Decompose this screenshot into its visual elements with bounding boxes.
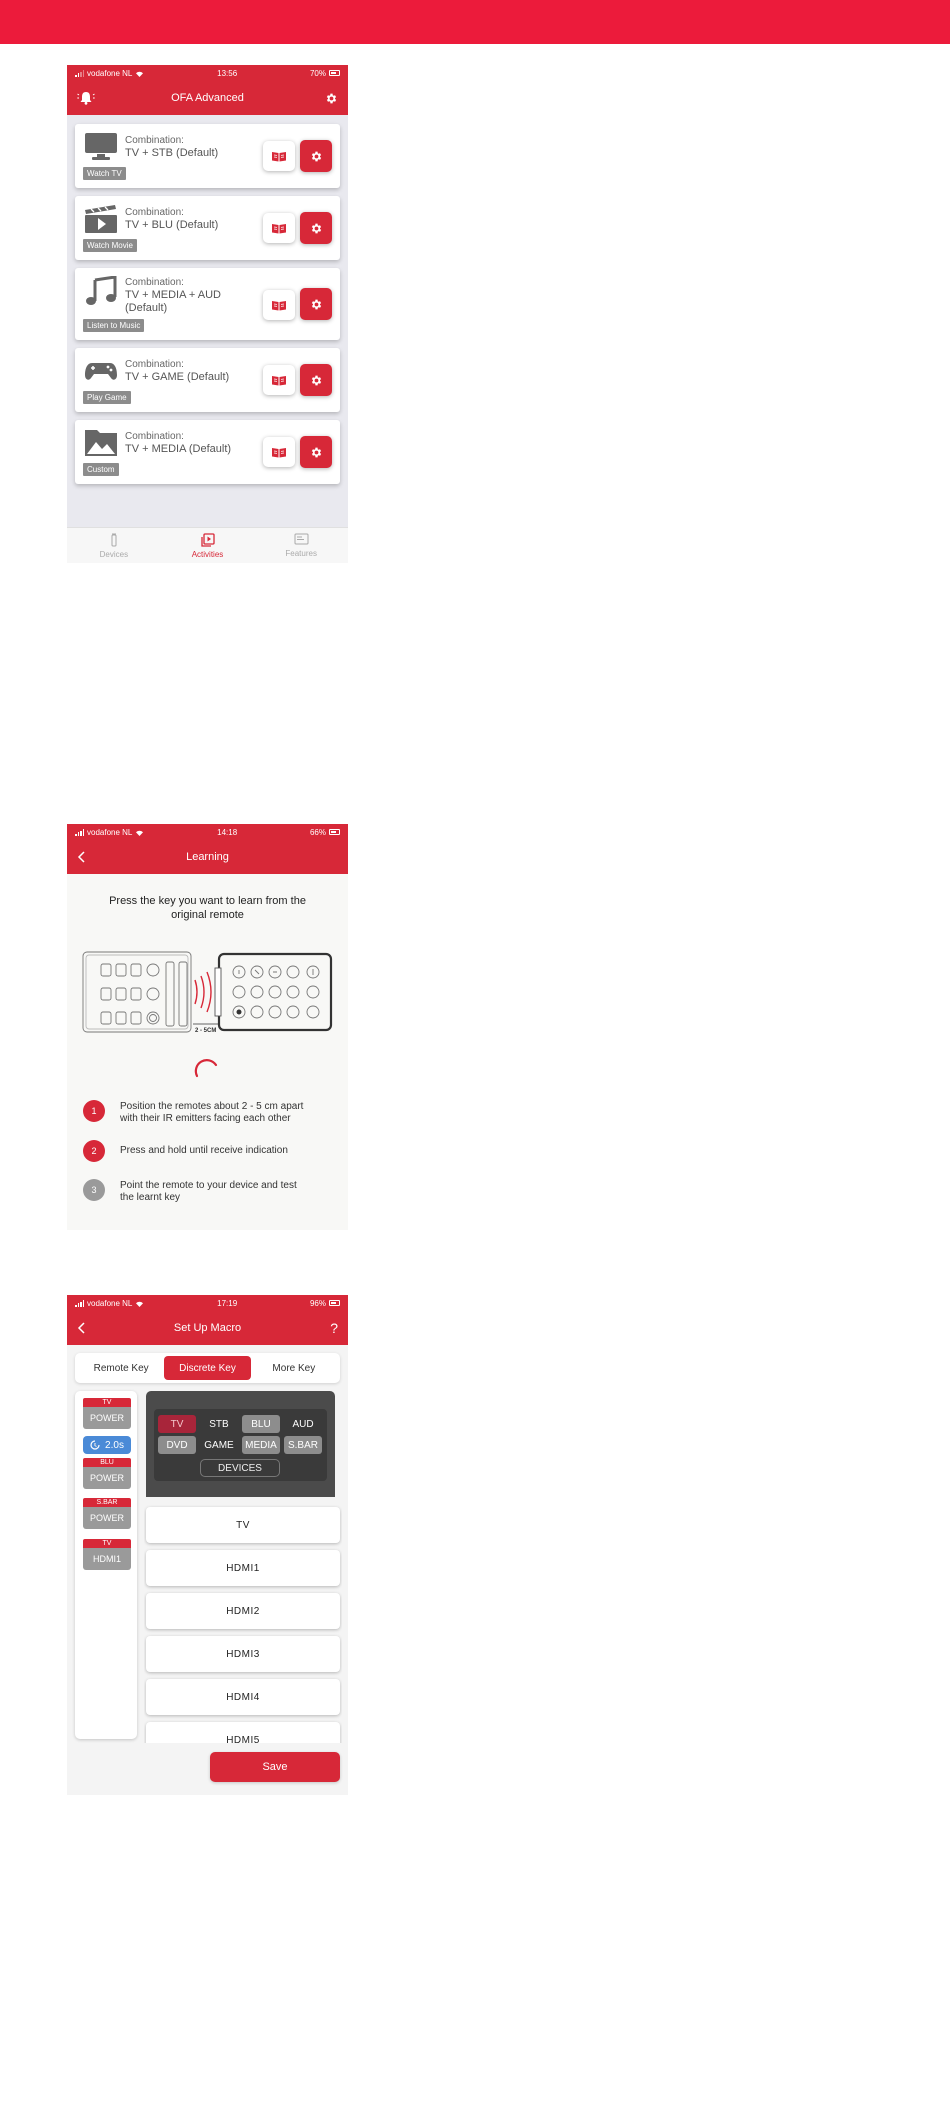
book-icon <box>271 300 287 311</box>
tv-icon <box>84 132 118 162</box>
key-option[interactable]: HDMI1 <box>146 1550 340 1586</box>
gamepad-icon <box>84 356 118 386</box>
step-line: Press and hold until receive indication <box>120 1145 288 1156</box>
header <box>67 840 348 874</box>
signal-icon <box>75 829 84 836</box>
settings-button[interactable] <box>325 81 338 115</box>
step-line: Position the remotes about 2 - 5 cm apart <box>120 1101 304 1112</box>
sequence-step[interactable] <box>83 1458 131 1489</box>
device-key-sbar[interactable]: S.BAR <box>284 1436 322 1454</box>
back-button[interactable] <box>77 1311 87 1345</box>
sequence-delay[interactable] <box>83 1436 131 1454</box>
remotes-illustration <box>81 944 333 1039</box>
combination-label: Combination: <box>125 135 184 146</box>
activity-card-custom[interactable] <box>75 420 340 484</box>
page-title: Learning <box>186 851 229 863</box>
carrier: vodafone NL <box>87 1298 133 1308</box>
guide-button[interactable] <box>263 365 295 395</box>
macro-screen <box>67 1295 348 1795</box>
segment-discrete-key[interactable]: Discrete Key <box>164 1356 250 1380</box>
book-icon <box>271 151 287 162</box>
combination-value: TV + BLU (Default) <box>125 219 219 231</box>
learning-instruction <box>87 894 328 922</box>
status-bar <box>67 1295 348 1311</box>
header <box>67 81 348 115</box>
device-key-blu[interactable]: BLU <box>242 1415 280 1433</box>
clock: 13:56 <box>217 68 238 78</box>
gear-icon <box>310 374 323 387</box>
discrete-key-list <box>144 1503 342 1743</box>
chevron-left-icon <box>77 1321 87 1335</box>
step-text <box>120 1140 288 1157</box>
step-line: with their IR emitters facing each other <box>120 1113 291 1124</box>
carrier: vodafone NL <box>87 827 133 837</box>
combination-value: TV + STB (Default) <box>125 147 219 159</box>
picture-icon <box>84 428 118 458</box>
combination-label: Combination: <box>125 277 184 288</box>
step-line: Point the remote to your device and test <box>120 1180 297 1191</box>
save-button[interactable]: Save <box>210 1752 340 1782</box>
notification-button[interactable] <box>77 81 95 115</box>
remote-icon <box>109 533 119 547</box>
step-line: the learnt key <box>120 1192 181 1203</box>
battery-icon <box>329 829 340 835</box>
status-bar <box>67 65 348 81</box>
battery-percent: 66% <box>309 827 326 837</box>
step-number: 2 <box>83 1140 105 1162</box>
device-keypad <box>146 1391 335 1497</box>
activity-settings-button[interactable] <box>300 212 332 244</box>
battery-percent: 70% <box>309 68 326 78</box>
wifi-icon <box>135 70 144 77</box>
loading-spinner-icon <box>192 1056 220 1084</box>
device-key-media[interactable]: MEDIA <box>242 1436 280 1454</box>
book-icon <box>271 223 287 234</box>
key-option[interactable]: HDMI3 <box>146 1636 340 1672</box>
activity-tag: Listen to Music <box>83 319 144 332</box>
carrier: vodafone NL <box>87 68 133 78</box>
distance-label: 2 - 5CM <box>195 1028 217 1034</box>
device-key-aud[interactable]: AUD <box>292 1418 314 1430</box>
gear-icon <box>325 92 338 105</box>
sequence-device: TV <box>83 1398 131 1407</box>
combination-label: Combination: <box>125 207 184 218</box>
sequence-step[interactable] <box>83 1539 131 1570</box>
gear-icon <box>310 298 323 311</box>
key-type-segmented-control <box>75 1353 340 1383</box>
bell-icon <box>77 91 95 105</box>
activity-card-watch-movie[interactable] <box>75 196 340 260</box>
step-text <box>120 1100 303 1125</box>
top-red-band <box>0 0 950 44</box>
device-key-stb[interactable]: STB <box>209 1418 229 1430</box>
sequence-step[interactable] <box>83 1498 131 1529</box>
gear-icon <box>310 446 323 459</box>
guide-button[interactable] <box>263 213 295 243</box>
features-icon <box>294 533 309 546</box>
clock: 17:19 <box>217 1298 238 1308</box>
combination-value: TV + MEDIA + AUD (Default) <box>125 289 221 314</box>
combination-label: Combination: <box>125 359 184 370</box>
tab-label: Features <box>285 549 317 558</box>
tab-devices[interactable] <box>67 528 161 563</box>
device-key-tv[interactable]: TV <box>158 1415 196 1433</box>
gear-icon <box>310 222 323 235</box>
activity-tag: Watch TV <box>83 167 126 180</box>
sequence-device: TV <box>83 1539 131 1548</box>
signal-icon <box>75 70 84 77</box>
battery-percent: 96% <box>309 1298 326 1308</box>
battery-icon <box>329 70 340 76</box>
signal-icon <box>75 1300 84 1307</box>
tab-features[interactable] <box>254 528 348 563</box>
activity-tag: Custom <box>83 463 119 476</box>
delay-value: 2.0s <box>105 1439 124 1451</box>
segment-remote-key[interactable]: Remote Key <box>93 1362 149 1374</box>
key-option[interactable]: HDMI4 <box>146 1679 340 1715</box>
tab-activities[interactable] <box>161 528 255 563</box>
status-bar <box>67 824 348 840</box>
page-title: Set Up Macro <box>173 1322 242 1334</box>
learning-step-3 <box>83 1179 333 1204</box>
key-option[interactable]: TV <box>146 1507 340 1543</box>
key-option[interactable]: HDMI5 <box>146 1722 340 1743</box>
instruction-line: original remote <box>171 909 244 921</box>
book-icon <box>271 375 287 386</box>
devices-key[interactable]: DEVICES <box>200 1459 280 1477</box>
key-option[interactable]: HDMI2 <box>146 1593 340 1629</box>
tab-label: Activities <box>191 549 224 559</box>
sequence-device: S.BAR <box>83 1498 131 1507</box>
macro-sequence-list <box>75 1391 137 1739</box>
sequence-key: POWER <box>83 1467 131 1489</box>
activity-settings-button[interactable] <box>300 288 332 320</box>
learning-step-2 <box>83 1140 333 1162</box>
activity-card-watch-tv[interactable] <box>75 124 340 188</box>
step-number: 3 <box>83 1179 105 1201</box>
sequence-step[interactable] <box>83 1398 131 1429</box>
timer-icon <box>90 1440 100 1450</box>
header <box>67 1311 348 1345</box>
sequence-device: BLU <box>83 1458 131 1467</box>
tab-bar <box>67 527 348 563</box>
activity-card-play-game[interactable] <box>75 348 340 412</box>
movie-icon <box>84 204 118 234</box>
activity-settings-button[interactable] <box>300 140 332 172</box>
guide-button[interactable] <box>263 290 295 320</box>
book-icon <box>271 447 287 458</box>
device-key-game[interactable]: GAME <box>204 1439 234 1451</box>
wifi-icon <box>135 829 144 836</box>
wifi-icon <box>135 1300 144 1307</box>
chevron-left-icon <box>77 850 87 864</box>
activity-settings-button[interactable] <box>300 436 332 468</box>
device-keypad-panel <box>154 1409 327 1481</box>
sequence-key: HDMI1 <box>83 1548 131 1570</box>
activity-settings-button[interactable] <box>300 364 332 396</box>
help-button[interactable]: ? <box>330 1320 338 1336</box>
combination-value: TV + GAME (Default) <box>125 371 230 383</box>
instruction-line: Press the key you want to learn from the <box>109 895 306 907</box>
battery-icon <box>329 1300 340 1306</box>
activities-icon <box>201 533 215 547</box>
combination-label: Combination: <box>125 431 184 442</box>
clock: 14:18 <box>217 827 238 837</box>
sequence-key: POWER <box>83 1407 131 1429</box>
page-title: OFA Advanced <box>171 92 244 104</box>
learning-screen <box>67 824 348 1230</box>
combination-value: TV + MEDIA (Default) <box>125 443 232 455</box>
back-button[interactable] <box>77 840 87 874</box>
guide-button[interactable] <box>263 437 295 467</box>
sequence-key: POWER <box>83 1507 131 1529</box>
device-key-dvd[interactable]: DVD <box>158 1436 196 1454</box>
segment-more-key[interactable]: More Key <box>272 1362 316 1374</box>
activities-screen <box>67 65 348 563</box>
activity-card-listen-music[interactable] <box>75 268 340 340</box>
music-icon <box>84 276 118 306</box>
learning-step-1 <box>83 1100 333 1125</box>
step-number: 1 <box>83 1100 105 1122</box>
activity-tag: Play Game <box>83 391 131 404</box>
activity-tag: Watch Movie <box>83 239 137 252</box>
tab-label: Devices <box>99 549 129 559</box>
guide-button[interactable] <box>263 141 295 171</box>
step-text <box>120 1179 297 1204</box>
gear-icon <box>310 150 323 163</box>
